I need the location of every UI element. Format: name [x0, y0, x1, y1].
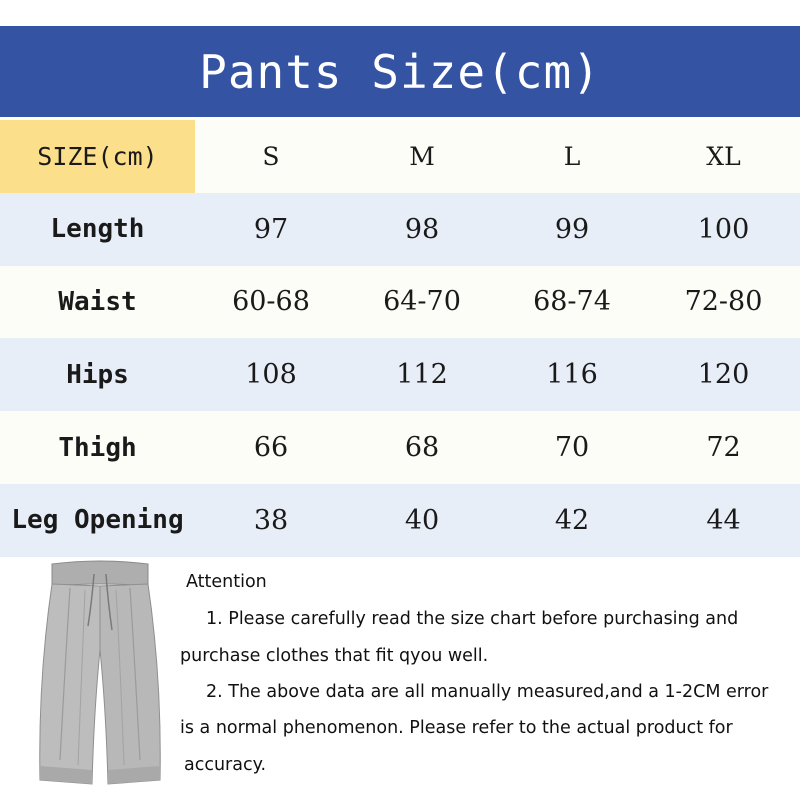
table-cell: 108	[245, 359, 297, 391]
table-row-length	[0, 193, 800, 266]
size-l-header: L	[563, 141, 581, 171]
attention-line: accuracy.	[184, 755, 267, 775]
table-cell: 64-70	[383, 286, 461, 318]
table-cell: 98	[404, 213, 440, 245]
table-cell: 112	[396, 359, 448, 391]
pants-left-leg	[40, 584, 100, 784]
pants-right-leg	[100, 584, 160, 784]
table-row-waist	[0, 266, 800, 339]
table-cell: 60-68	[232, 286, 310, 318]
size-xl-header: XL	[706, 141, 741, 171]
table-cell: 40	[404, 504, 440, 536]
attention-line: purchase clothes that fit qyou well.	[180, 646, 489, 666]
table-cell: 38	[253, 504, 289, 536]
table-cell: 120	[697, 359, 750, 391]
attention-line: is a normal phenomenon. Please refer to the actual product for	[180, 718, 733, 738]
row-label: Thigh	[58, 432, 137, 463]
attention-heading: Attention	[186, 572, 267, 592]
attention-line: 2. The above data are all manually measured,and a 1-2CM error	[206, 682, 769, 702]
size-header-cell: SIZE(cm)	[0, 120, 195, 193]
table-row-leg-opening	[0, 484, 800, 557]
table-cell: 116	[546, 359, 598, 391]
table-cell: 70	[554, 432, 590, 464]
row-label: Length	[50, 214, 145, 245]
title-banner	[0, 26, 800, 117]
table-cell: 44	[706, 504, 741, 536]
table-row-thigh	[0, 411, 800, 484]
table-cell: 68-74	[533, 286, 611, 318]
row-label: Leg Opening	[11, 505, 184, 536]
table-cell: 72-80	[684, 286, 763, 318]
row-label: Hips	[66, 359, 129, 390]
size-m-header: M	[409, 141, 435, 171]
table-cell: 99	[554, 213, 590, 245]
table-cell: 68	[404, 432, 440, 464]
table-header-row	[0, 120, 800, 193]
table-cell: 66	[253, 432, 289, 464]
table-cell: 97	[253, 213, 289, 245]
pants-illustration	[30, 560, 170, 792]
size-s-header: S	[262, 141, 280, 171]
table-cell: 42	[554, 504, 590, 536]
attention-line: 1. Please carefully read the size chart before purchasing and	[206, 609, 739, 629]
pants-waistband	[52, 561, 148, 586]
row-label: Waist	[58, 286, 137, 317]
table-cell: 100	[697, 213, 750, 245]
page-title: Pants Size(cm)	[199, 44, 601, 99]
size-table	[0, 120, 800, 557]
table-row-hips	[0, 338, 800, 411]
table-cell: 72	[706, 432, 741, 464]
